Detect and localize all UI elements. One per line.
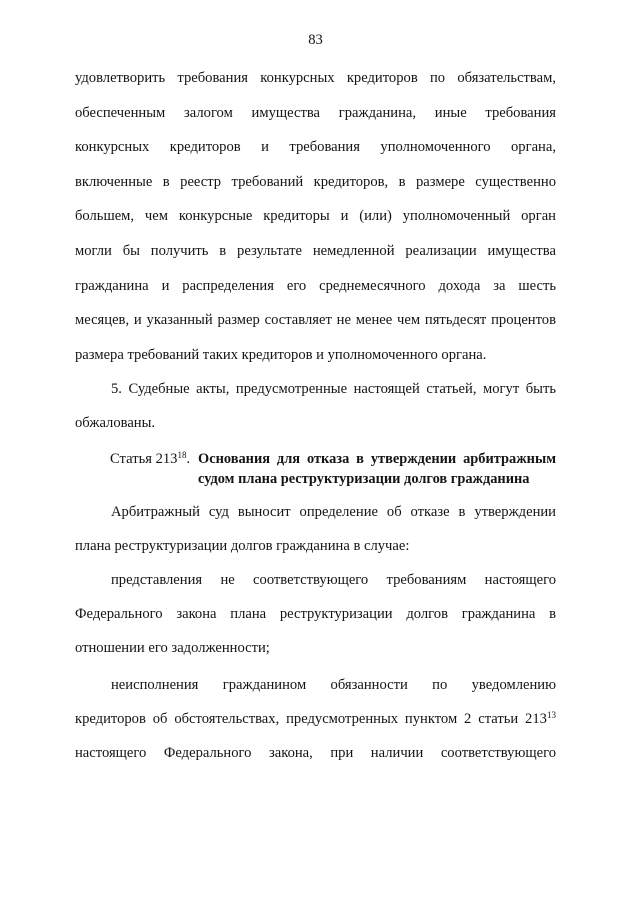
article-label (75, 449, 198, 469)
paragraph-line: конкурсных кредиторов и требования уполномоченного органа, (75, 139, 556, 156)
paragraph-1 (75, 61, 556, 372)
paragraph-line: Арбитражный суд выносит определение об отказе в утверждении (111, 504, 556, 520)
paragraph-line: месяцев, и указанный размер составляет не менее чем пятьдесят процентов (75, 312, 556, 329)
paragraph-line-with-superscript (75, 702, 556, 736)
paragraph-line: отношении его задолженности; (75, 640, 270, 656)
paragraph-line: обжалованы. (75, 415, 156, 432)
paragraph-line: неисполнения гражданином обязанности по уведомлению (111, 677, 556, 693)
paragraph-line: гражданина и распределения его среднемесячного дохода за шесть (75, 277, 556, 294)
paragraph-line: могли бы получить в результате немедленной реализации имущества (75, 242, 556, 259)
paragraph-3 (75, 495, 556, 563)
article-reference-superscript: 13 (546, 709, 556, 720)
paragraph-5 (75, 668, 556, 770)
paragraph-line: удовлетворить требования конкурсных кредиторов по обязательствам, (75, 70, 556, 86)
paragraph-line: большем, чем конкурсные кредиторы и (или) уполномоченный орган (75, 208, 556, 225)
article-number-superscript: 18 (177, 449, 187, 460)
paragraph-line: включенные в реестр требований кредиторов, в размере существенно (75, 173, 556, 190)
paragraph-line: Федерального закона плана реструктуризации долгов гражданина в (75, 606, 556, 622)
paragraph-line: настоящего Федерального закона, при наличии соответствующего (75, 745, 556, 761)
article-title-line: судом плана реструктуризации долгов гражданина (198, 471, 530, 487)
article-title-line: Основания для отказа в утверждении арбитражным (198, 451, 556, 467)
paragraph-line-text: кредиторов об обстоятельствах, предусмотренных пунктом 2 статьи 213 (75, 711, 547, 727)
article-title (198, 449, 556, 489)
article-heading (75, 449, 556, 489)
paragraph-line: представления не соответствующего требованиям настоящего (111, 572, 556, 588)
paragraph-line: размера требований таких кредиторов и уполномоченного органа. (75, 346, 487, 363)
page-number: 83 (308, 32, 323, 48)
paragraph-line: 5. Судебные акты, предусмотренные настоящей статьей, могут быть (111, 381, 556, 397)
paragraph-line: плана реструктуризации долгов гражданина в случае: (75, 538, 410, 554)
paragraph-line: обеспеченным залогом имущества гражданина, иные требования (75, 104, 556, 121)
paragraph-2 (75, 372, 556, 441)
paragraph-4 (75, 563, 556, 665)
article-label-suffix: . (186, 451, 191, 467)
article-label-text: Статья 213 (110, 451, 178, 467)
